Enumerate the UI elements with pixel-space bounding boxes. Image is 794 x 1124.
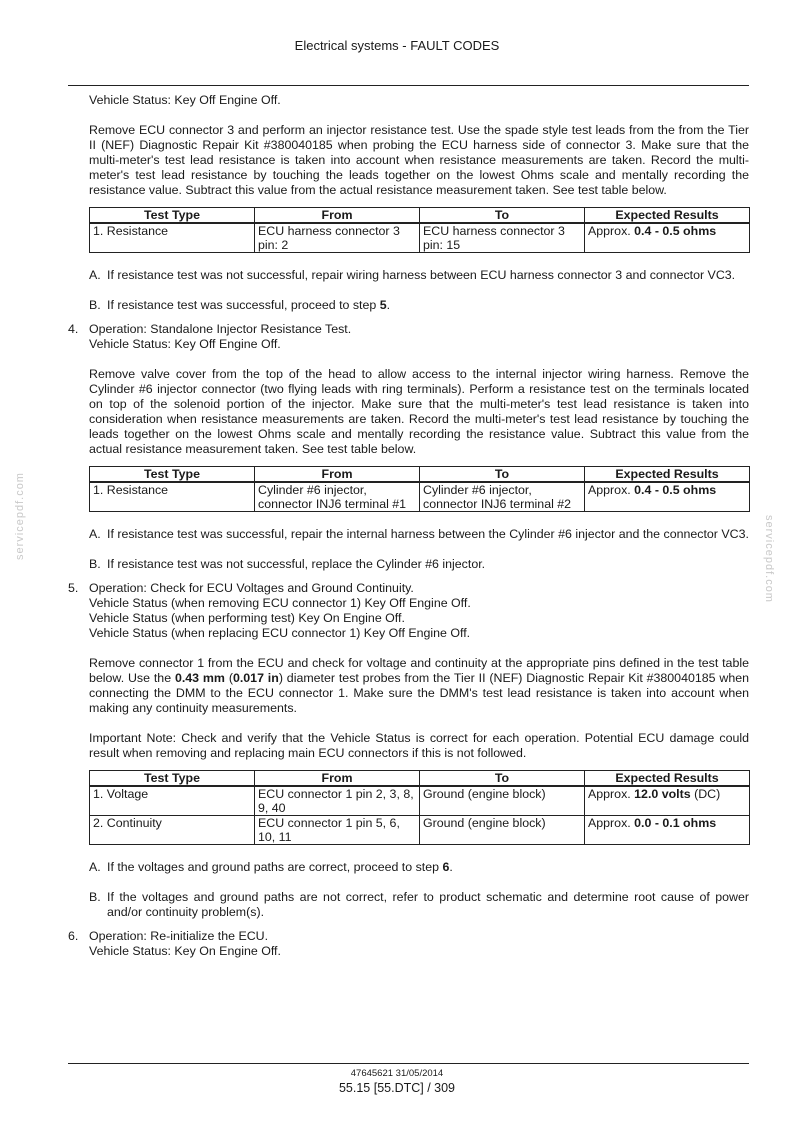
watermark-left: servicepdf.com xyxy=(14,472,26,560)
voltage-continuity-table xyxy=(89,770,750,845)
step-operation: Operation: Standalone Injector Resistance Test. xyxy=(89,322,352,336)
col-header-test-type: Test Type xyxy=(90,208,255,224)
step-6 xyxy=(68,929,749,959)
table-row xyxy=(90,816,750,845)
resistance-table-connector3 xyxy=(89,207,750,253)
step-5 xyxy=(68,581,749,920)
cell-expected-result: Approx. 12.0 volts (DC) xyxy=(585,786,750,816)
step-vehicle-status: Vehicle Status (when removing ECU connector 1) Key Off Engine Off. xyxy=(89,596,471,610)
step-4 xyxy=(68,322,749,572)
col-header-test-type: Test Type xyxy=(90,467,255,483)
list-item: A. If the voltages and ground paths are correct, proceed to step 6. xyxy=(89,860,453,874)
cell-test-type: 2. Continuity xyxy=(90,816,255,845)
cell-from: ECU connector 1 pin 5, 6, 10, 11 xyxy=(255,816,420,845)
cell-to: Ground (engine block) xyxy=(420,786,585,816)
table-row xyxy=(90,482,750,512)
col-header-expected-results: Expected Results xyxy=(585,467,750,483)
footer-document-code: 47645621 31/05/2014 xyxy=(350,1068,444,1079)
list-item: B. If the voltages and ground paths are not correct, refer to product schematic and determine root cause of power and/or continuity problem(s). xyxy=(89,890,749,919)
table-row xyxy=(90,223,750,253)
col-header-to: To xyxy=(420,771,585,787)
step-vehicle-status: Vehicle Status (when replacing ECU connector 1) Key Off Engine Off. xyxy=(89,626,471,640)
step-instructions: Remove connector 1 from the ECU and check for voltage and continuity at the appropriate pins defined in the test table below. Use the 0.43 mm (0.017 in) diameter test probes from the Tier II (NEF) Diagnostic Repair Kit #380040185 when connecting the DMM to the ECU connector 1. Make sure the DMM's test lead resistance is taken into account when making any continuity measurements. xyxy=(89,656,749,715)
col-header-from: From xyxy=(255,467,420,483)
col-header-to: To xyxy=(420,467,585,483)
cell-to: ECU harness connector 3 pin: 15 xyxy=(420,223,585,253)
step-vehicle-status: Vehicle Status (when performing test) Key On Engine Off. xyxy=(89,611,405,625)
cell-from: ECU connector 1 pin 2, 3, 8, 9, 40 xyxy=(255,786,420,816)
step-vehicle-status: Vehicle Status: Key Off Engine Off. xyxy=(89,337,281,351)
list-item: B. If resistance test was not successful, replace the Cylinder #6 injector. xyxy=(89,557,486,571)
step-number: 6. xyxy=(68,929,79,943)
list-item: B. If resistance test was successful, proceed to step 5. xyxy=(89,298,391,312)
cell-from: Cylinder #6 injector, connector INJ6 terminal #1 xyxy=(255,482,420,512)
footer-rule xyxy=(68,1063,749,1064)
step-instructions: Remove valve cover from the top of the head to allow access to the internal injector wiring harness. Remove the Cylinder #6 injector connector (two flying leads with ring terminals). Perform a resistance test on the terminals located on top of the solenoid portion of the injector. Make sure that the multi-meter's test lead resistance is taken into consideration when resistance measurements are taken. Record the multi-meter's test lead resistance by touching the leads together on the lowest Ohms scale and mentally recording the resistance value. Subtract this value from the actual resistance measurement taken. See test table below. xyxy=(89,367,749,456)
step-vehicle-status: Vehicle Status: Key On Engine Off. xyxy=(89,944,281,958)
col-header-expected-results: Expected Results xyxy=(585,771,750,787)
cell-test-type: 1. Resistance xyxy=(90,223,255,253)
col-header-expected-results: Expected Results xyxy=(585,208,750,224)
step-number: 5. xyxy=(68,581,79,595)
page-content xyxy=(68,93,749,959)
important-note: Important Note: Check and verify that the Vehicle Status is correct for each operation. Potential ECU damage could result when removing and replacing main ECU connectors if this is not followed. xyxy=(89,731,749,760)
watermark-right: servicepdf.com xyxy=(763,515,775,603)
col-header-from: From xyxy=(255,771,420,787)
col-header-test-type: Test Type xyxy=(90,771,255,787)
header-rule xyxy=(68,85,749,86)
cell-test-type: 1. Resistance xyxy=(90,482,255,512)
cell-expected-result: Approx. 0.4 - 0.5 ohms xyxy=(585,223,750,253)
cell-to: Cylinder #6 injector, connector INJ6 terminal #2 xyxy=(420,482,585,512)
step-number: 4. xyxy=(68,322,79,336)
cell-expected-result: Approx. 0.0 - 0.1 ohms xyxy=(585,816,750,845)
resistance-table-injector xyxy=(89,466,750,512)
col-header-from: From xyxy=(255,208,420,224)
list-item: A. If resistance test was not successful, repair wiring harness between ECU harness connector 3 and connector VC3. xyxy=(89,268,736,282)
step-operation: Operation: Re-initialize the ECU. xyxy=(89,929,269,943)
cell-to: Ground (engine block) xyxy=(420,816,585,845)
list-item: A. If resistance test was successful, repair the internal harness between the Cylinder #6 injector and the connector VC3. xyxy=(89,527,749,541)
step-operation: Operation: Check for ECU Voltages and Ground Continuity. xyxy=(89,581,414,595)
intro-vehicle-status: Vehicle Status: Key Off Engine Off. xyxy=(89,93,281,107)
table-row xyxy=(90,786,750,816)
intro-instructions: Remove ECU connector 3 and perform an injector resistance test. Use the spade style test leads from the from the Tier II (NEF) Diagnostic Repair Kit #380040185 when probing the ECU harness side of connector 3. Make sure that the multi-meter's test lead resistance is taken into account when resistance measurements are taken. Record the multi-meter's test lead resistance by touching the leads together on the lowest Ohms scale and mentally recording the resistance value. Subtract this value from the actual resistance measurement taken. See test table below. xyxy=(89,123,749,197)
cell-expected-result: Approx. 0.4 - 0.5 ohms xyxy=(585,482,750,512)
col-header-to: To xyxy=(420,208,585,224)
page-header: Electrical systems - FAULT CODES xyxy=(294,38,500,53)
cell-test-type: 1. Voltage xyxy=(90,786,255,816)
cell-from: ECU harness connector 3 pin: 2 xyxy=(255,223,420,253)
footer-page-number: 55.15 [55.DTC] / 309 xyxy=(338,1081,456,1095)
